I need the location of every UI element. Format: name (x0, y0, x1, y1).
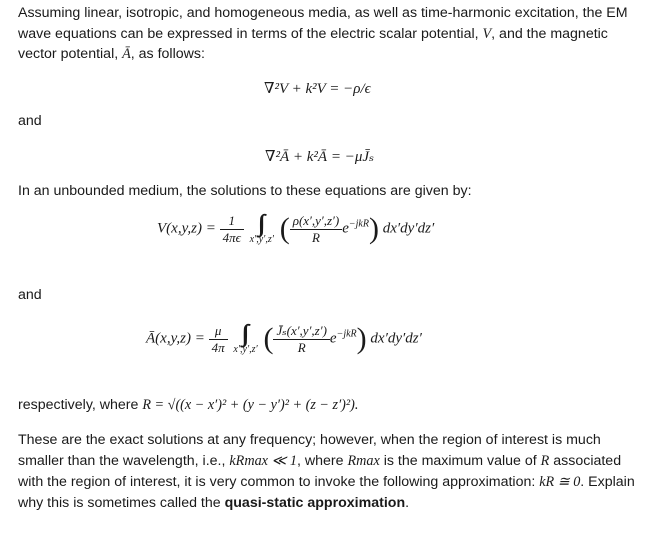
eq3-diff: dx′dy′dz′ (382, 220, 435, 237)
eq3-lhs: V(x,y,z) = (157, 220, 216, 237)
eq3-inner-num: ρ(x′,y′,z′) (292, 212, 340, 228)
symbol-rmax: Rmax (347, 453, 380, 469)
eq3-integral-sym: ∫∫∫ (257, 211, 260, 237)
eq3-exp-power: −jkR (348, 218, 369, 230)
equation-1: ∇²V + k²V = −ρ/ϵ (264, 81, 371, 97)
final-part-6: . (405, 495, 410, 511)
quasi-static-term: quasi-static approximation (224, 495, 406, 511)
condition-kr: kRmax ≪ 1 (229, 453, 297, 469)
eq4-inner-den: R (273, 339, 329, 356)
equation-3 (157, 212, 434, 246)
solutions-intro: In an unbounded medium, the solutions to these equations are given by: (18, 183, 472, 199)
eq4-integral-sym: ∫∫∫ (241, 321, 244, 347)
symbol-r: R (540, 453, 550, 469)
final-part-3: is the maximum value of (379, 453, 541, 469)
eq4-frac-num: μ (214, 322, 222, 338)
eq3-inner-fraction (290, 213, 343, 246)
eq3-fraction (220, 213, 244, 246)
eq3-inner-den: R (290, 229, 343, 246)
final-part-2: , where (297, 453, 348, 469)
symbol-v: V (482, 25, 492, 42)
final-paragraph (18, 430, 648, 514)
eq4-exp: e (329, 330, 337, 347)
equation-4 (146, 322, 422, 356)
approximation: kR ≅ 0 (539, 474, 581, 490)
eq3-integral (250, 213, 274, 245)
eq4-inner-fraction (273, 323, 329, 356)
final-part-4: associated with the region of interest, it is very common to invoke the following approximation: (18, 453, 622, 490)
and-label-2: and (18, 287, 42, 303)
eq4-lhs: Ā(x,y,z) = (146, 330, 205, 347)
respectively-line (18, 395, 648, 416)
eq4-fraction (209, 323, 228, 356)
eq4-integral (233, 323, 257, 355)
intro-text-mid: , and the magnetic vector potential, (18, 25, 608, 62)
eq4-frac-den: 4π (209, 339, 228, 356)
intro-paragraph (18, 3, 648, 65)
eq3-integral-lim: x′,y′,z′ (249, 234, 274, 245)
eq3-close-paren: ) (368, 212, 379, 245)
eq3-frac-num: 1 (228, 212, 235, 228)
eq4-inner-num: J̄ₛ(x′,y′,z′) (276, 322, 327, 338)
intro-text-end: , as follows: (130, 46, 205, 62)
r-formula: R = √((x − x′)² + (y − y′)² + (z − z′)²). (142, 397, 359, 413)
eq4-open-paren: ( (263, 322, 274, 355)
intro-text-start: Assuming linear, isotropic, and homogeneous media, as well as time-harmonic excitation, the EM wave equations can be expressed in terms of the electric scalar potential, (18, 5, 628, 42)
eq4-close-paren: ) (356, 322, 367, 355)
eq4-diff: dx′dy′dz′ (370, 330, 422, 347)
symbol-a: Ā (122, 46, 131, 62)
eq3-exp: e (342, 220, 349, 237)
and-label-1: and (18, 113, 42, 129)
final-part-1: These are the exact solutions at any frequency; however, when the region of interest is much smaller than the wavelength, i.e., (18, 432, 601, 469)
eq4-integral-lim: x′,y′,z′ (233, 344, 258, 355)
eq4-exp-power: −jkR (336, 328, 357, 340)
equation-2: ∇²Ā + k²Ā = −μJ̄ₛ (265, 149, 375, 165)
eq3-frac-den: 4πϵ (220, 229, 244, 246)
respectively-text: respectively, where (18, 397, 143, 413)
eq3-open-paren: ( (279, 212, 290, 245)
final-part-5: . Explain why this is sometimes called the (18, 474, 635, 511)
